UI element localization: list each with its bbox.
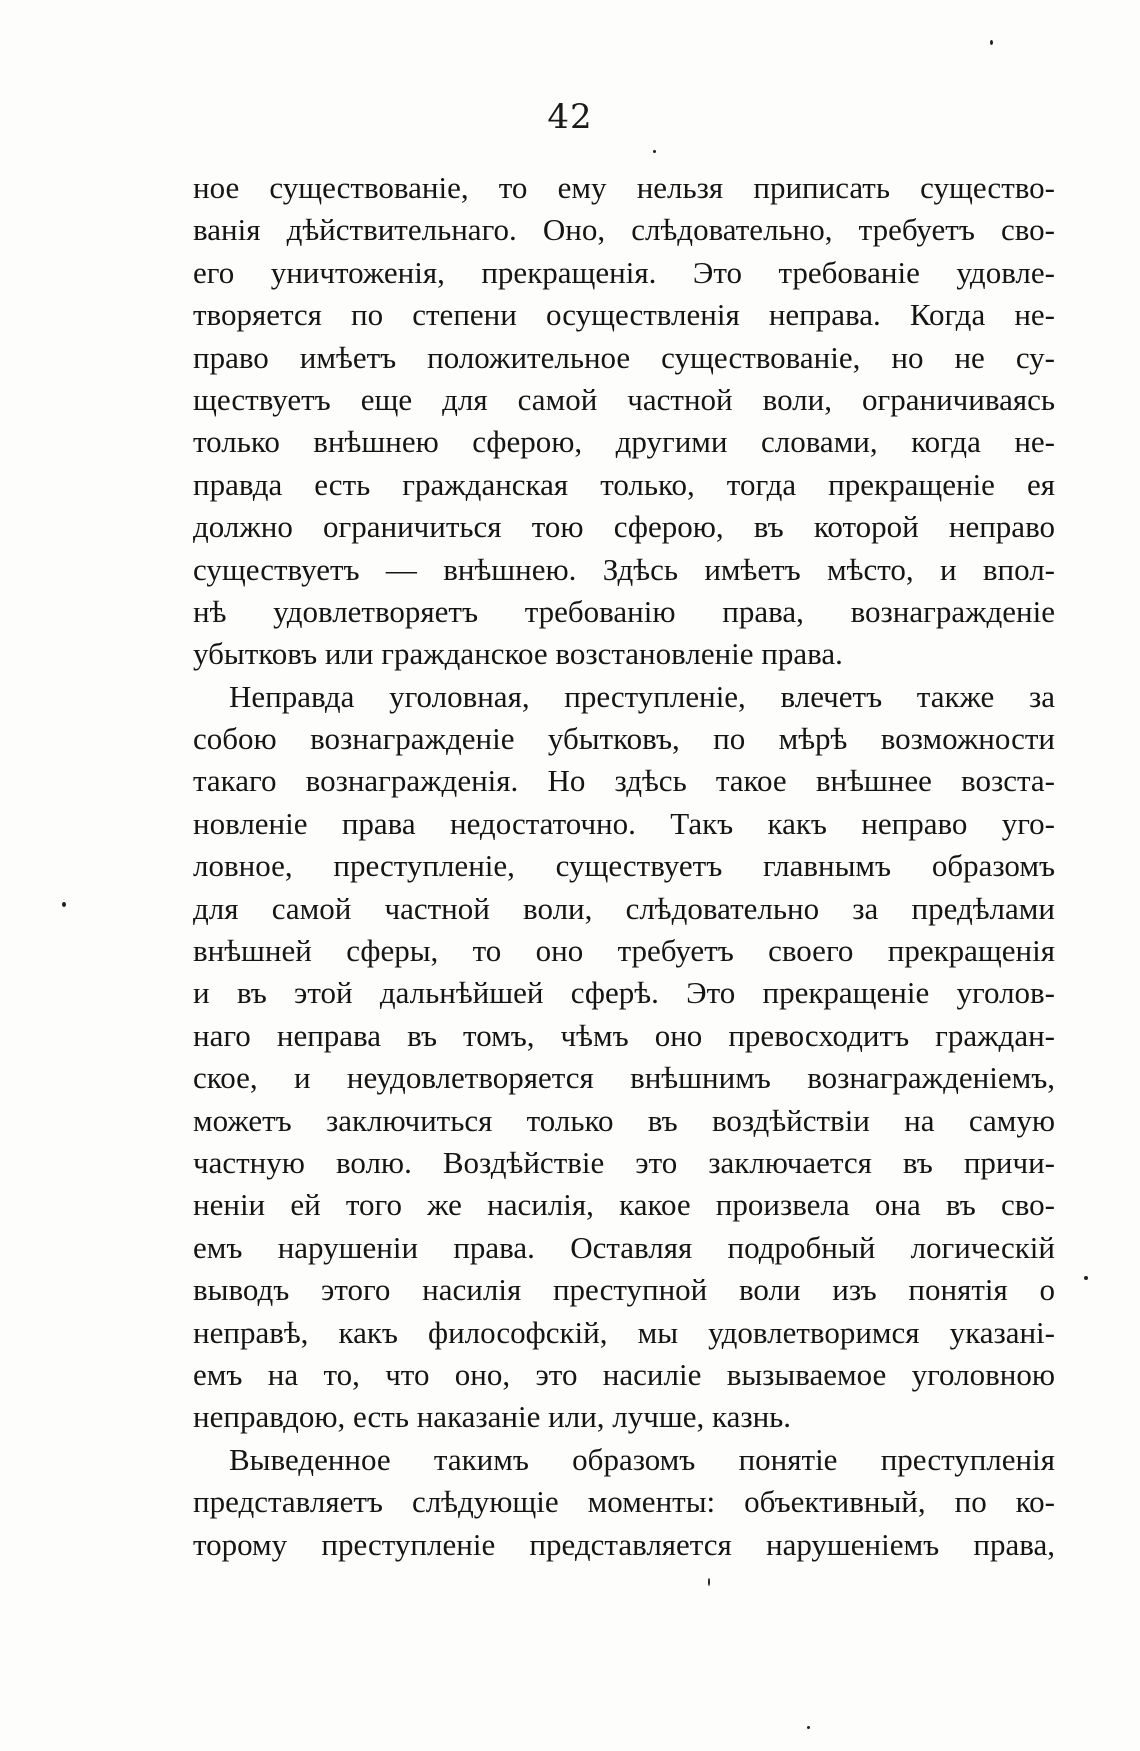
text-line: существуетъ — внѣшнею. Здѣсь имѣетъ мѣсто, и впол- xyxy=(193,551,1055,587)
text-line: можетъ заключиться только въ воздѣйствіи на самую xyxy=(193,1102,1055,1138)
text-line: правда есть гражданская только, тогда прекращеніе ея xyxy=(193,466,1055,502)
paragraph-last-line: неправдою, есть наказаніе или, лучше, казнь. xyxy=(193,1399,792,1435)
text-line: выводъ этого насилія преступной воли изъ понятія о xyxy=(193,1272,1055,1308)
text-line: творяется по степени осуществленія неправа. Когда не- xyxy=(193,297,1055,333)
text-line: неправѣ, какъ философскій, мы удовлетворимся указані- xyxy=(193,1314,1055,1350)
text-line: право имѣетъ положительное существованіе, но не су- xyxy=(193,339,1055,375)
text-line: неніи ей того же насилія, какое произвела она въ сво- xyxy=(193,1187,1055,1223)
text-line: для самой частной воли, слѣдовательно за предѣлами xyxy=(193,890,1055,926)
text-line: нѣ удовлетворяетъ требованію права, вознагражденіе xyxy=(193,593,1055,629)
text-line: внѣшней сферы, то оно требуетъ своего прекращенія xyxy=(193,933,1055,969)
scan-speck xyxy=(62,902,66,907)
paragraph-first-line: Выведенное такимъ образомъ понятіе преступленія xyxy=(229,1441,1055,1477)
page-number: 42 xyxy=(547,97,593,137)
text-line: торому преступленіе представляется нарушеніемъ права, xyxy=(193,1526,1055,1562)
body-text xyxy=(193,167,1055,1566)
text-line: ванія дѣйствительнаго. Оно, слѣдовательно, требуетъ сво- xyxy=(193,212,1055,248)
text-line: частную волю. Воздѣйствіе это заключается въ причи- xyxy=(193,1144,1055,1180)
paragraph-first-line: Неправда уголовная, преступленіе, влечетъ также за xyxy=(229,678,1055,714)
text-line: должно ограничиться тою сферою, въ которой неправо xyxy=(193,509,1055,545)
text-line: такаго вознагражденія. Но здѣсь такое внѣшнее возста- xyxy=(193,763,1055,799)
text-line: его уничтоженія, прекращенія. Это требованіе удовле- xyxy=(193,254,1055,290)
text-line: ществуетъ еще для самой частной воли, ограничиваясь xyxy=(193,381,1055,417)
text-line: ное существованіе, то ему нельзя приписать существо- xyxy=(193,170,1055,205)
scan-speck xyxy=(807,1726,810,1729)
text-line: емъ на то, что оно, это насиліе вызываемое уголовною xyxy=(193,1356,1055,1392)
paragraph-last-line: убытковъ или гражданское возстановленіе права. xyxy=(193,636,843,672)
scan-speck xyxy=(653,150,656,153)
scan-speck xyxy=(708,1578,710,1586)
text-line: представляетъ слѣдующіе моменты: объективный, по ко- xyxy=(193,1484,1055,1520)
text-line: новленіе права недостаточно. Такъ какъ неправо уго- xyxy=(193,805,1055,841)
text-line: только внѣшнею сферою, другими словами, когда не- xyxy=(193,424,1055,460)
text-line: собою вознагражденіе убытковъ, по мѣрѣ возможности xyxy=(193,721,1055,757)
scan-speck xyxy=(1084,1276,1088,1280)
scan-speck xyxy=(990,40,993,45)
text-line: ское, и неудовлетворяется внѣшнимъ вознагражденіемъ, xyxy=(193,1060,1055,1096)
text-line: наго неправа въ томъ, чѣмъ оно превосходитъ граждан- xyxy=(193,1017,1055,1053)
text-line: и въ этой дальнѣйшей сферѣ. Это прекращеніе уголов- xyxy=(193,975,1055,1011)
text-line: ловное, преступленіе, существуетъ главнымъ образомъ xyxy=(193,848,1055,884)
text-line: емъ нарушеніи права. Оставляя подробный логическій xyxy=(193,1229,1055,1265)
